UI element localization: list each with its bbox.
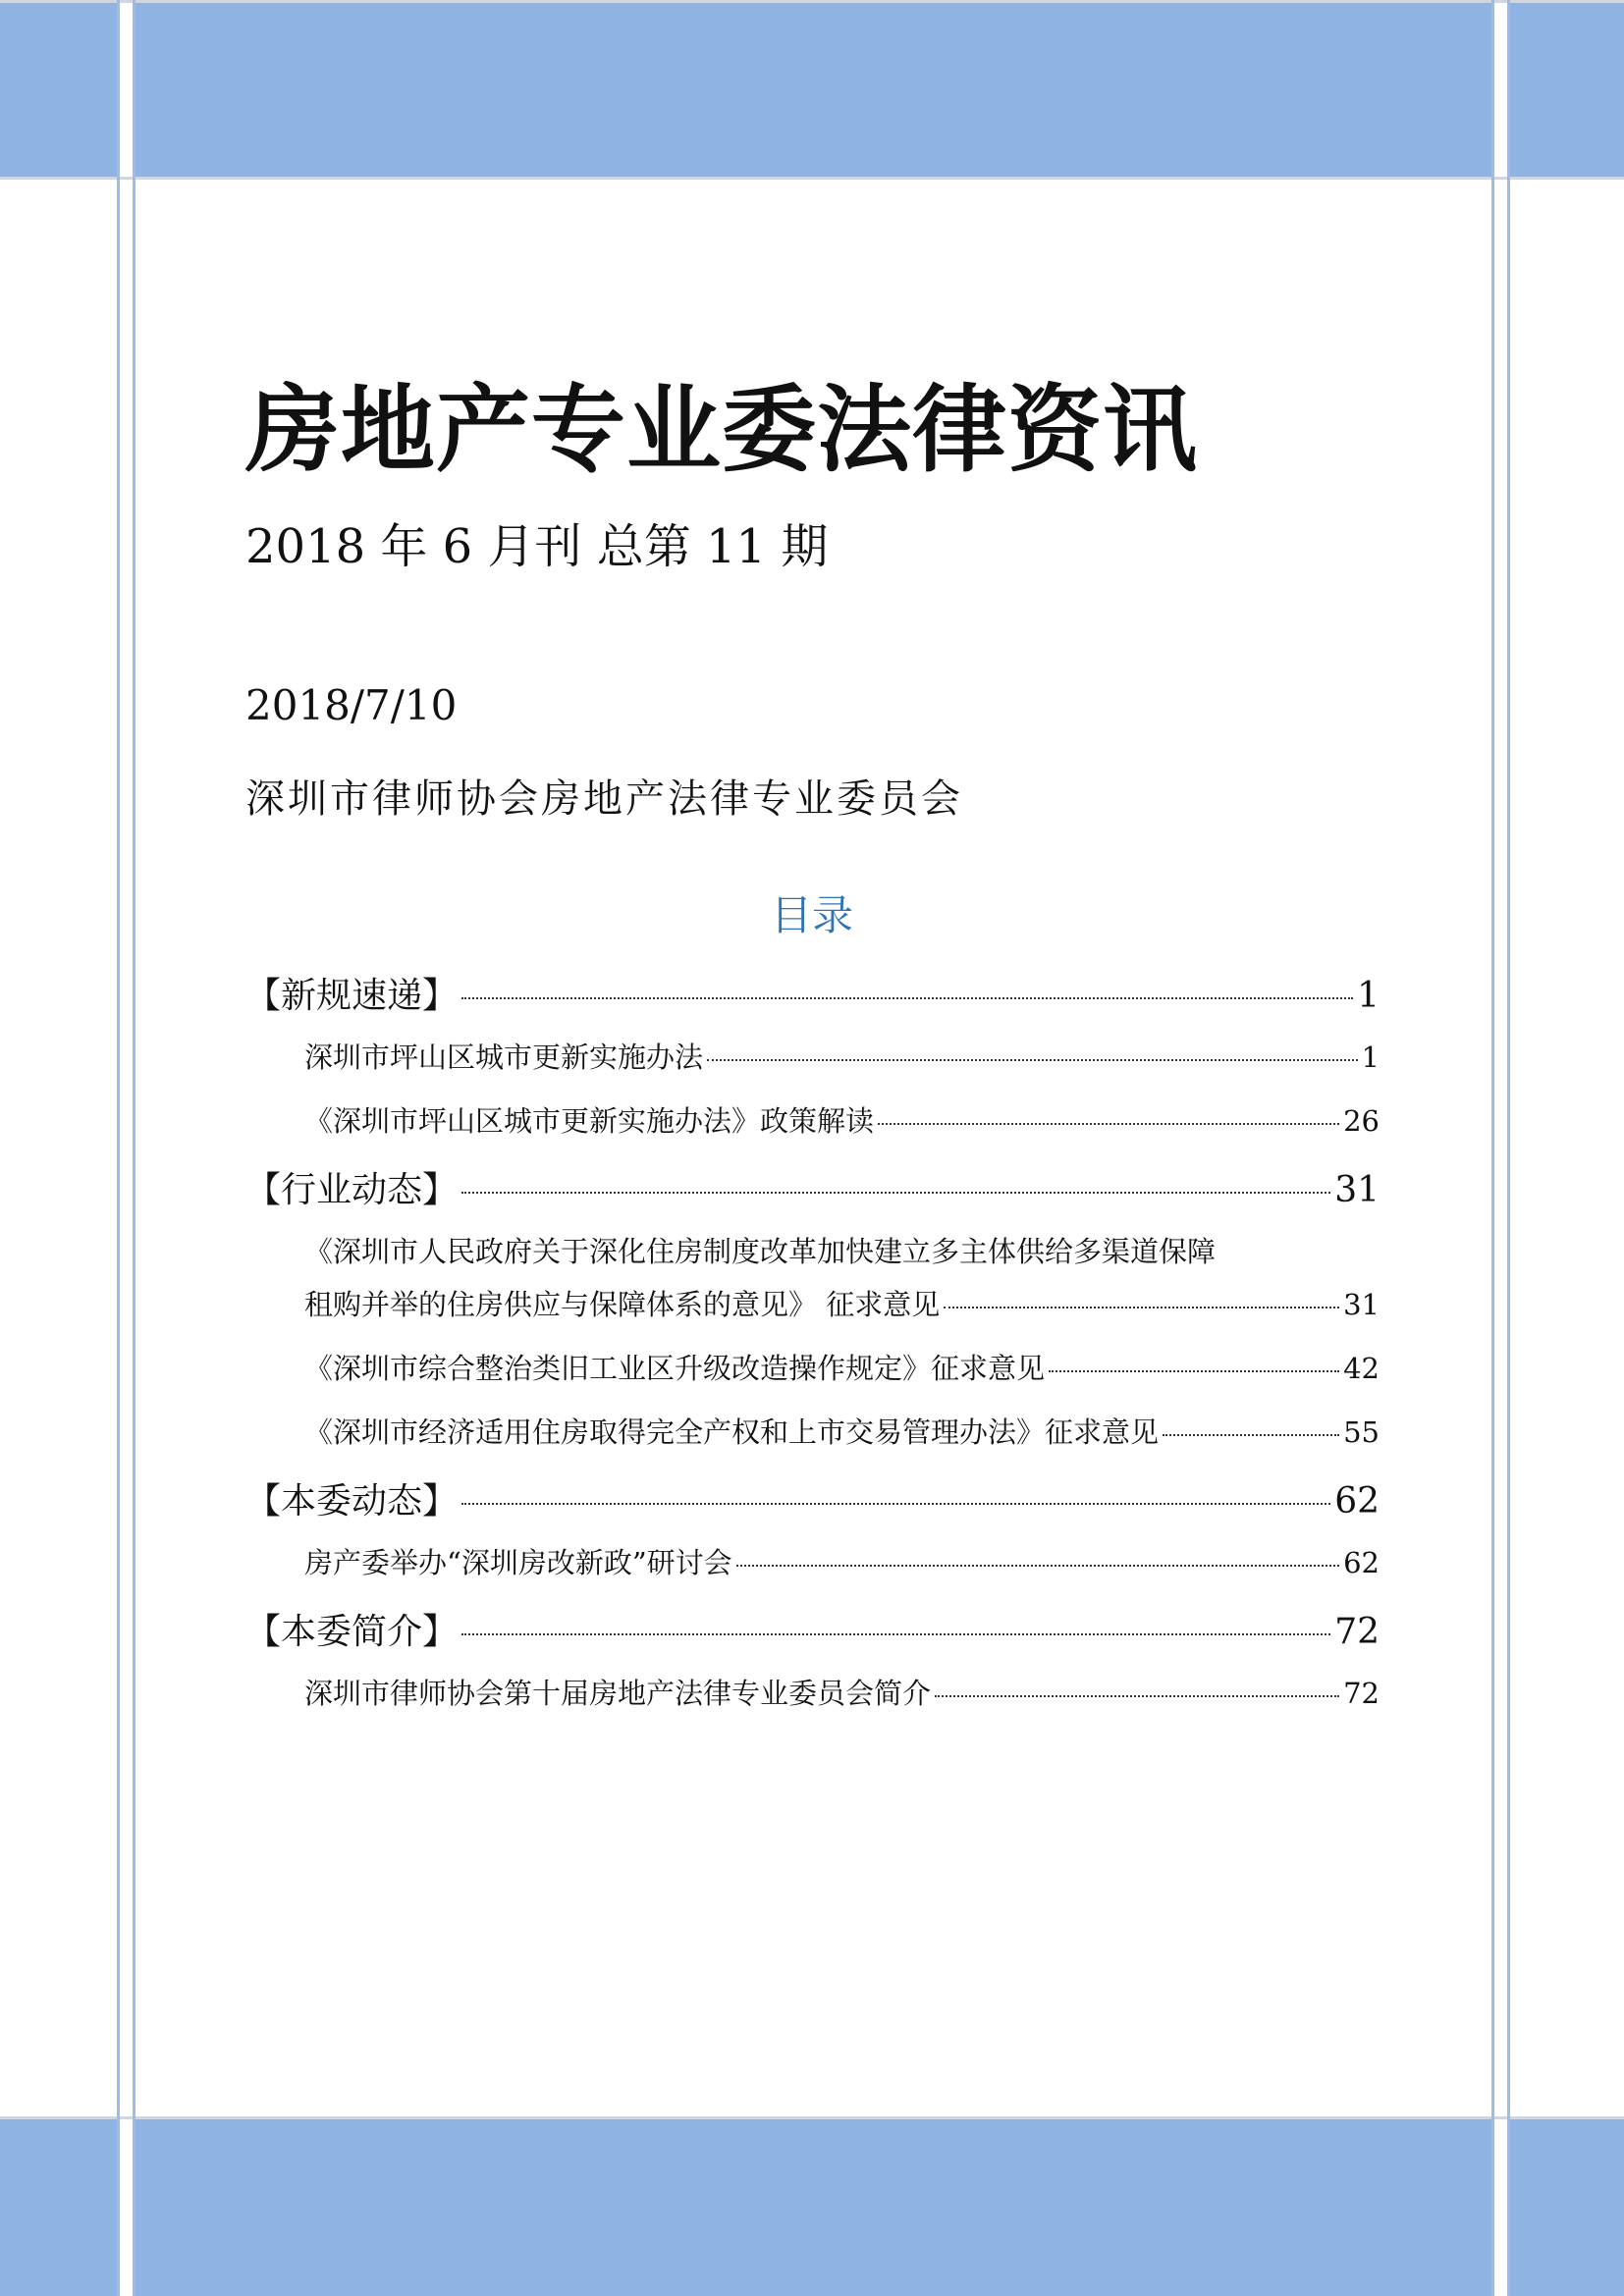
toc-section-committee-intro[interactable] [245,1603,1380,1662]
toc-page-number: 1 [1357,976,1380,1016]
toc-leader [878,1123,1339,1125]
toc-page-number: 62 [1334,1481,1380,1522]
toc-entry[interactable] [245,1670,1380,1717]
toc-leader [944,1307,1339,1308]
frame-line-top [0,0,1624,3]
toc-leader [1163,1434,1339,1436]
toc-section-committee-news[interactable] [245,1472,1380,1531]
frame-line-left-outer [117,0,120,2296]
toc-leader [707,1059,1358,1061]
toc-section-label: 【行业动态】 [245,1170,459,1210]
toc-page-number: 62 [1343,1546,1380,1579]
toc-leader [461,1192,1330,1194]
toc-entry-label: 《深圳市综合整治类旧工业区升级改造操作规定》征求意见 [304,1352,1046,1385]
footer-band-right [1510,2119,1624,2296]
toc-section-label: 【新规速递】 [245,976,459,1016]
toc-section-label: 【本委动态】 [245,1481,459,1522]
frame-line-right-inner [1491,0,1494,2296]
footer-band [135,2119,1491,2296]
organization-name: 深圳市律师协会房地产法律专业委员会 [245,776,963,822]
toc-page-number: 55 [1343,1415,1380,1449]
toc-entry-label: 租购并举的住房供应与保障体系的意见》 征求意见 [304,1288,941,1321]
toc-entry[interactable] [245,1345,1380,1392]
toc-leader [736,1565,1339,1567]
header-band [135,3,1491,177]
toc-entry[interactable] [245,1097,1380,1145]
publication-date: 2018/7/10 [245,681,458,729]
header-band-right [1510,3,1624,177]
frame-line-footer-top [0,2116,1624,2119]
toc-entry[interactable] [245,1034,1380,1081]
toc-leader [461,997,1353,999]
toc-page-number: 1 [1361,1041,1380,1074]
toc-page-number: 72 [1343,1677,1380,1710]
frame-line-header-bottom [0,177,1624,180]
toc-leader [1049,1370,1339,1372]
toc-entry-label: 《深圳市人民政府关于深化住房制度改革加快建立多主体供给多渠道保障 [304,1235,1217,1268]
toc-heading: 目录 [770,891,853,939]
toc-entry-line1[interactable] [245,1228,1380,1275]
toc-section-label: 【本委简介】 [245,1612,459,1652]
toc-page-number: 31 [1334,1170,1380,1210]
toc-entry-label: 《深圳市坪山区城市更新实施办法》政策解读 [304,1104,875,1138]
document-title: 房地产专业委法律资讯 [245,375,1198,485]
toc-entry[interactable] [245,1539,1380,1586]
header-band-left [0,3,117,177]
toc-entry-label: 深圳市律师协会第十届房地产法律专业委员会简介 [304,1677,932,1710]
toc-entry[interactable] [245,1409,1380,1456]
toc-leader [935,1695,1339,1697]
toc-entry[interactable] [245,1281,1380,1328]
toc-entry-label: 《深圳市经济适用住房取得完全产权和上市交易管理办法》征求意见 [304,1415,1160,1449]
toc-entry-label: 深圳市坪山区城市更新实施办法 [304,1041,704,1074]
footer-band-left [0,2119,117,2296]
frame-line-left-inner [133,0,135,2296]
toc-leader [461,1633,1330,1635]
toc-page-number: 26 [1343,1104,1380,1138]
toc-section-new-regulations[interactable] [245,967,1380,1026]
toc-section-industry-news[interactable] [245,1161,1380,1220]
table-of-contents [245,967,1380,1734]
toc-leader [461,1503,1330,1505]
toc-page-number: 72 [1334,1612,1380,1652]
toc-page-number: 42 [1343,1352,1380,1385]
issue-line: 2018 年 6 月刊 总第 11 期 [245,519,829,574]
toc-page-number: 31 [1343,1288,1380,1321]
frame-line-right-outer [1507,0,1510,2296]
toc-entry-label: 房产委举办“深圳房改新政”研讨会 [304,1546,732,1579]
